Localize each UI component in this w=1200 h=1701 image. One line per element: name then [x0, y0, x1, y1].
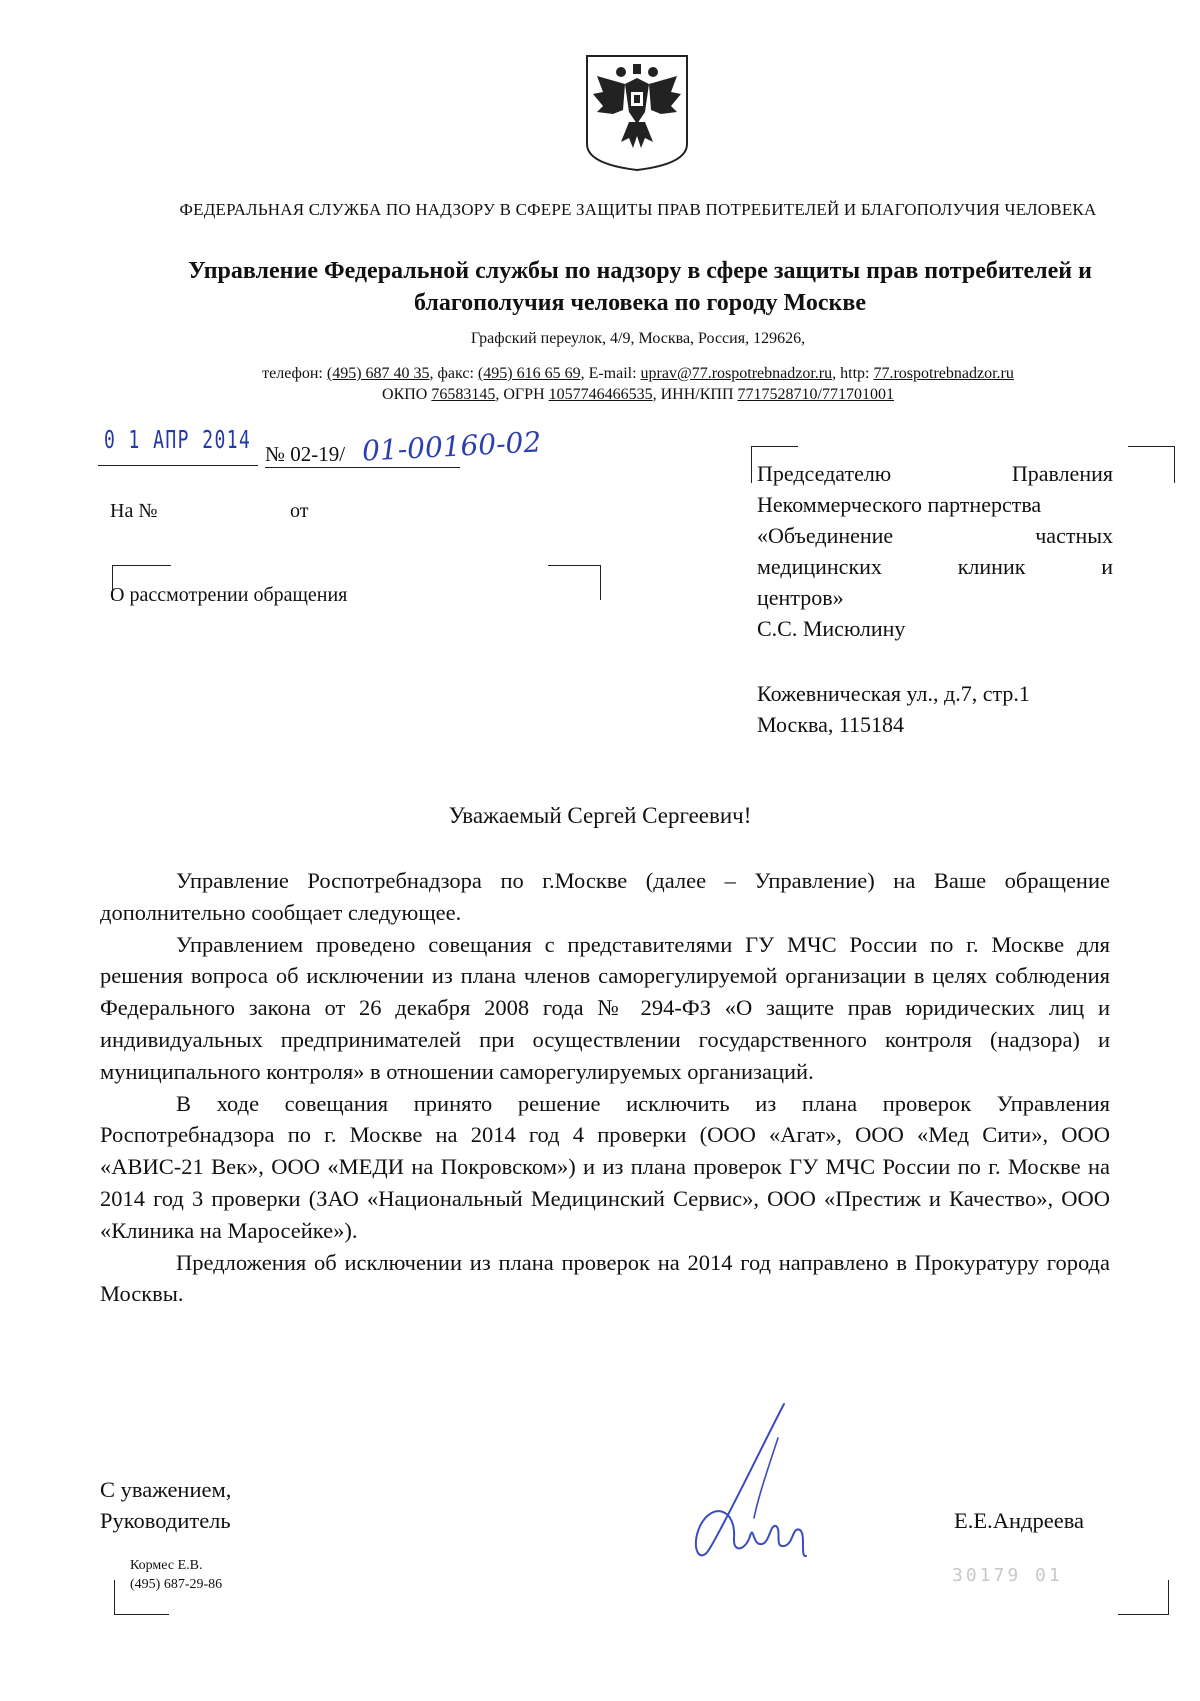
- body-paragraph: В ходе совещания принято решение исключить из плана проверок Управления Роспотребнадзора по г. Москве на 2014 год 4 проверки (ООО «Агат», ООО «Мед Сити», ООО «АВИС-21 Век», ООО «МЕДИ на Покровском») и из плана проверок ГУ МЧС России по г. Москве на 2014 год 3 проверки (ЗАО «Национальный Медицинский Сервис», ООО «Престиж и Качество», ООО «Клиника на Маросейке»).: [100, 1090, 1110, 1243]
- faint-registration-number: 30179 01: [952, 1565, 1063, 1586]
- recipient-block: Председателю Правления Некоммерческого партнерства «Объединение частных медицинских клиник и центров» С.С. Мисюлину: [757, 458, 1113, 644]
- outgoing-number-handwritten: 01-00160-02: [361, 425, 543, 468]
- ogrn-value: 1057746466535: [548, 386, 653, 403]
- fax-value: (495) 616 65 69: [477, 365, 581, 382]
- reference-date-label: от: [290, 500, 309, 522]
- body-paragraph: Управлением проведено совещания с представителями ГУ МЧС России по г. Москве для решения вопроса об исключении из плана членов саморегулируемой организации в целях соблюдения Федерального закона от 26 декабря 2008 года № 294-ФЗ «О защите прав юридических лиц и индивидуальных предпринимателей при осуществлении государственного контроля (надзора) и муниципального контроля» в отношении саморегулируемых организаций.: [100, 931, 1110, 1084]
- recipient-corner-right: [1128, 446, 1175, 483]
- phone-value: (495) 687 40 35: [326, 365, 430, 382]
- department-title: Управление Федеральной службы по надзору в сфере защиты прав потребителей и благополучия человека по городу Москве: [188, 258, 1092, 316]
- signer-name: Е.Е.Андреева: [954, 1508, 1085, 1533]
- reference-number-label: На №: [110, 500, 158, 522]
- subject-corner-right: [548, 565, 601, 600]
- closing-block: С уважением, Руководитель: [100, 1477, 232, 1533]
- bottom-right-corner: [1118, 1580, 1169, 1615]
- coat-of-arms-emblem: [583, 52, 691, 174]
- number-underline: [265, 467, 460, 468]
- executor-corner: [114, 1580, 169, 1615]
- inn-value: 7717528710/771701001: [737, 386, 894, 403]
- department-contacts: телефон: (495) 687 40 35, факс: (495) 616 65 69, E-mail: uprav@77.rospotrebnadzor.ru, http: 77.rospotrebnadzor.ru ОКПО 76583145, ОГРН 1057746466535, ИНН/КПП 7717528710/771701001: [262, 365, 1014, 403]
- letter-body: [100, 865, 1110, 1310]
- date-stamp: 0 1 АПР 2014: [104, 425, 252, 454]
- recipient-name: С.С. Мисюлину: [757, 616, 906, 641]
- outgoing-number-label: № 02-19/: [265, 442, 346, 466]
- executor-phone: (495) 687-29-86: [130, 1577, 223, 1592]
- body-paragraph: Управление Роспотребнадзора по г.Москве (далее – Управление) на Ваше обращение дополнительно сообщает следующее.: [100, 868, 1110, 925]
- department-address: Графский переулок, 4/9, Москва, Россия, 129626,: [470, 330, 806, 347]
- agency-name: ФЕДЕРАЛЬНАЯ СЛУЖБА ПО НАДЗОРУ В СФЕРЕ ЗАЩИТЫ ПРАВ ПОТРЕБИТЕЛЕЙ И БЛАГОПОЛУЧИЯ ЧЕЛОВЕКА: [179, 200, 1097, 219]
- letter-subject: О рассмотрении обращения: [110, 584, 348, 606]
- salutation: Уважаемый Сергей Сергеевич!: [448, 803, 752, 828]
- handwritten-signature: [688, 1398, 823, 1568]
- okpo-value: 76583145: [431, 386, 496, 403]
- date-underline: [98, 465, 258, 466]
- website-link[interactable]: 77.rospotrebnadzor.ru: [873, 365, 1014, 382]
- executor-name: Кормес Е.В.: [130, 1558, 203, 1573]
- recipient-address: Кожевническая ул., д.7, стр.1 Москва, 115184: [757, 681, 1030, 737]
- email-link[interactable]: uprav@77.rospotrebnadzor.ru: [640, 365, 833, 382]
- body-paragraph: Предложения об исключении из плана проверок на 2014 год направлено в Прокуратуру города Москвы.: [100, 1249, 1110, 1307]
